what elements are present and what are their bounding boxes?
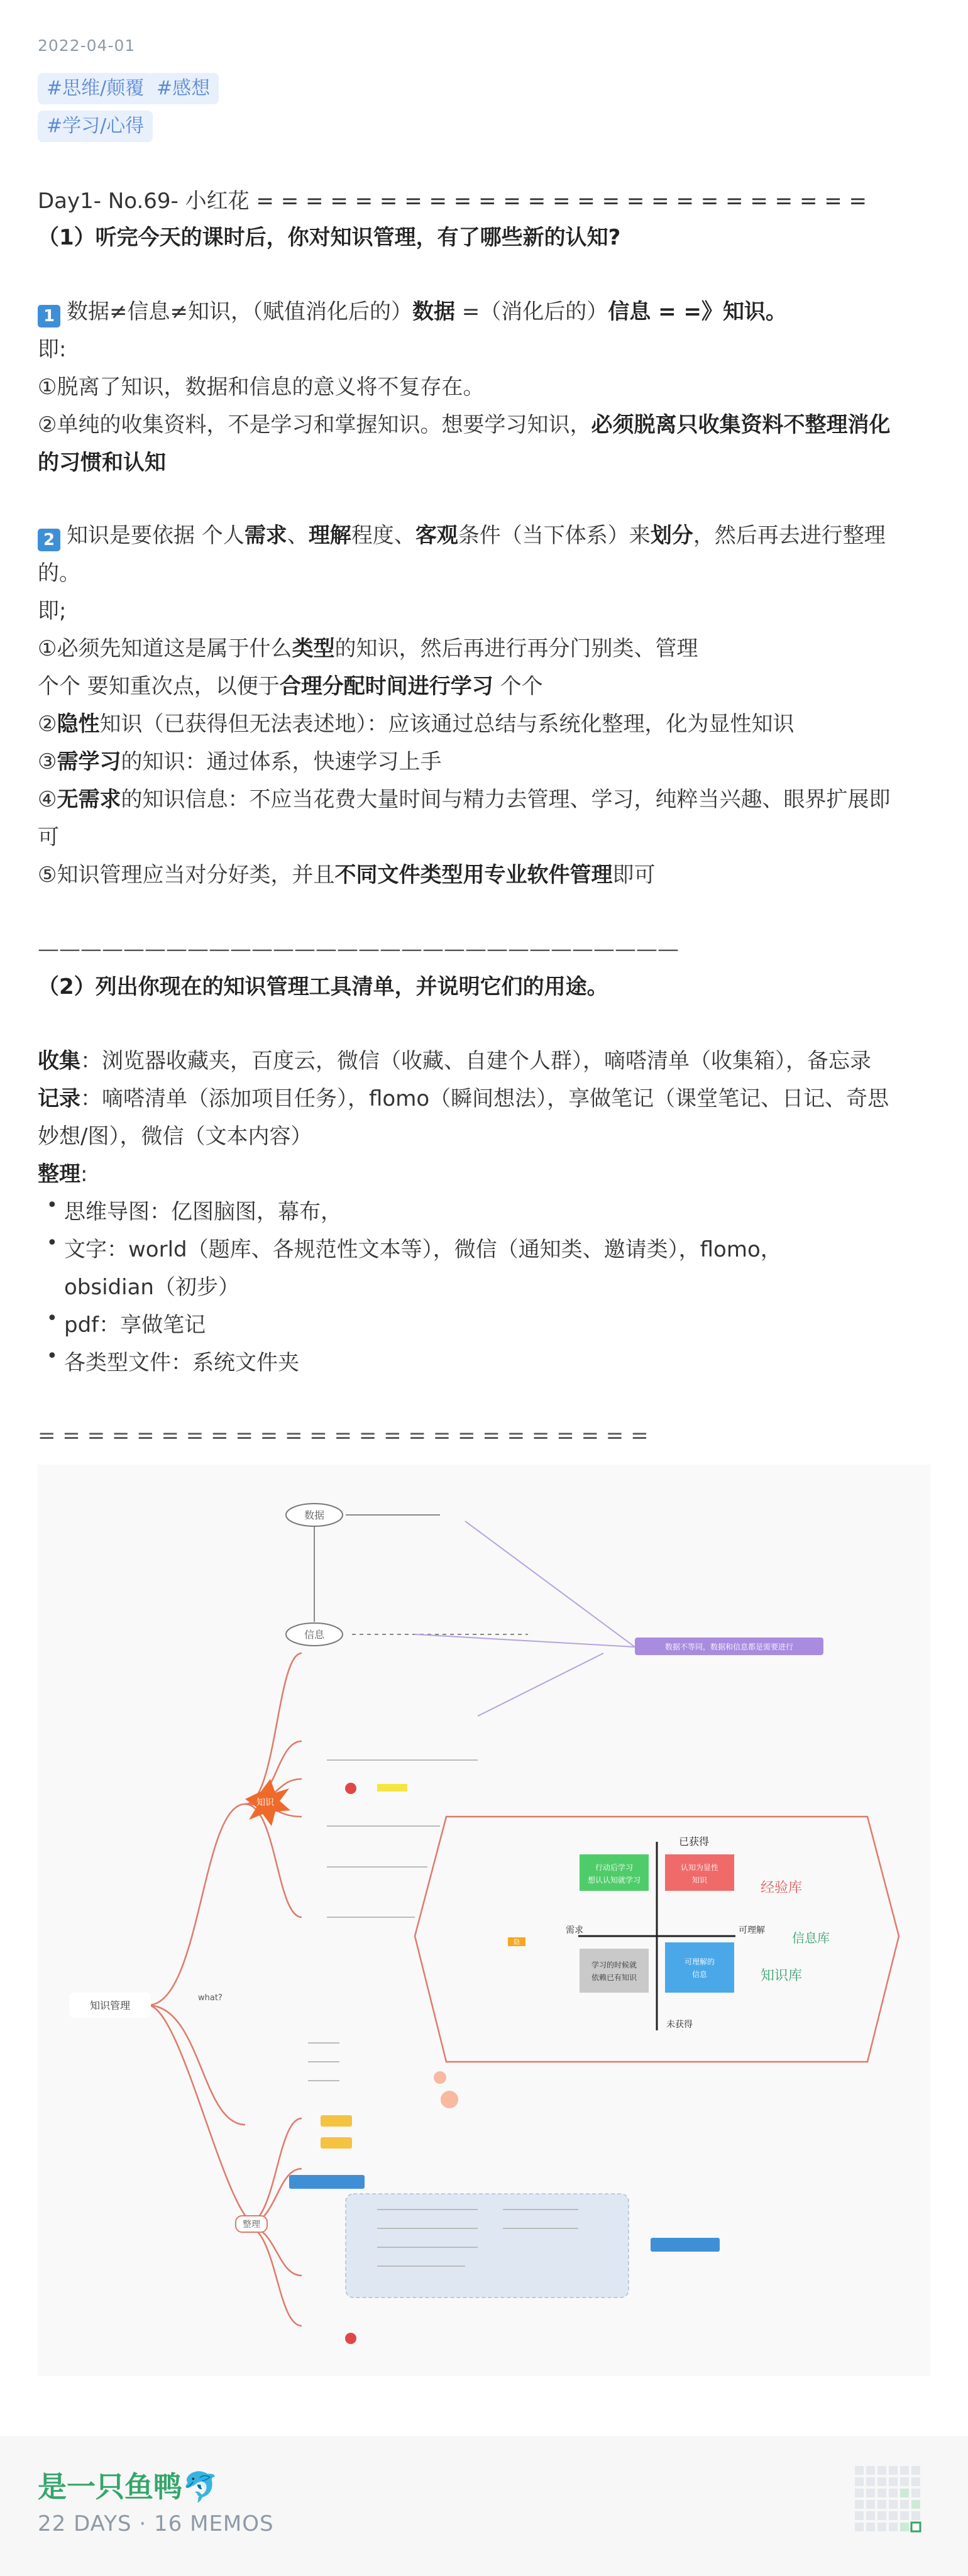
user-stats: 22 DAYS · 16 MEMOS [38,2511,274,2536]
rule-4 [38,781,930,818]
text: 知识（已获得但无法表述地）：应该通过总结与系统化整理，化为显性知识 [99,712,795,737]
ji-label-2: 即; [38,598,67,624]
point-1: ①脱离了知识，数据和信息的意义将不复存在。 [38,375,485,400]
text-bold: 必须脱离只收集资料不整理消化 [591,412,891,438]
rule-2 [38,705,930,743]
yellow-label-1 [321,2115,352,2127]
red-dot [345,1783,356,1794]
text: ，然后再去进行整理 [693,523,886,548]
text: 数据≠信息≠知识，（赋值消化后的） [67,299,412,324]
text-bold: 整理 [38,1162,80,1187]
bullet-dot: • [47,1307,58,1329]
text: 个个 要知重次点，以便于 [38,674,280,699]
memo-date: 2022-04-01 [38,36,136,55]
text: ③ [38,749,57,774]
text: ②单纯的收集资料，不是学习和掌握知识。想要学习知识， [38,412,591,438]
day-line: Day1- No.69- 小红花 = = = = = = = = = = = = = = = = = = = = = = = = = [38,189,867,214]
list-item-text: 文字：world（题库、各规范性文本等），微信（通知类、邀请类），flomo， [64,1237,782,1262]
rule-1 [38,630,930,668]
red-dot [345,2333,356,2344]
text: 程度、 [351,523,415,548]
section-2 [38,517,930,554]
text: ⑤知识管理应当对分好类，并且 [38,862,335,888]
text-bold: 客观 [415,523,458,548]
node-what-label: what? [198,1993,223,2003]
text-bold: 信息 [608,299,651,324]
section-2-cont: 的。 [38,561,80,586]
text: ①必须先知道这是属于什么 [38,636,292,661]
footer [0,2436,968,2576]
text-bold: 需学习 [57,749,121,774]
text-bold: 收集 [38,1049,80,1074]
list-item-mindmap: 思维导图：亿图脑图，幕布， [64,1199,342,1225]
blue-label-2 [651,2238,720,2252]
text-bold: 理解 [308,523,351,548]
bullet-dot: • [47,1345,58,1367]
rule-3 [38,743,930,781]
yellow-highlight [377,1784,407,1792]
rule-1-cont [38,668,930,705]
tools-collect [38,1042,930,1080]
text: =（消化后的） [454,299,608,324]
tools-record [38,1080,930,1118]
text-bold: 记录 [38,1086,80,1111]
peach-dot [441,2091,458,2108]
quadrant-axis-label: 未获得 [666,2020,693,2030]
text-bold: 需求 [244,523,287,548]
point-2 [38,406,930,444]
quadrant-text: 知识 [691,1876,708,1885]
user-name[interactable]: 是一只鱼鸭🐬 [38,2470,219,2504]
text: ：浏览器收藏夹，百度云，微信（收藏、自建个人群），嘀嗒清单（收集箱），备忘录 [80,1049,871,1074]
quadrant-blue [665,1942,734,1993]
quadrant-text: 想认认知就学习 [587,1876,641,1885]
quadrant-side-label: 知识库 [761,1968,803,1984]
yellow-label-2 [321,2137,352,2149]
list-item-files: 各类型文件：系统文件夹 [64,1350,299,1375]
quadrant-axis-label: 可理解 [739,1925,765,1935]
ji-label-1: 即: [38,337,67,362]
text-bold: 数据 [412,299,455,324]
text: 的知识：通过体系，快速学习上手 [121,749,442,774]
quadrant-gray [580,1949,649,1993]
list-item-text-cont: obsidian（初步） [64,1275,239,1300]
rule-5 [38,856,930,894]
quadrant-axis-label: 需求 [566,1925,583,1935]
section-1 [38,293,930,331]
number-one-icon: 1 [38,305,60,328]
quadrant-green [580,1854,649,1891]
tag-feeling[interactable]: #感想 [148,73,219,104]
text: 的知识信息：不应当花费大量时间与精力去管理、学习，纯粹当兴趣、眼界扩展即 [121,787,891,812]
quadrant-text: 学习的时候就 [591,1961,637,1969]
equals-line: = = = = = = = = = = = = = = = = = = = = = = = = = [38,1423,649,1448]
text: 条件（当下体系）来 [458,523,651,548]
text-bold: 不同文件类型用专业软件管理 [334,862,613,888]
question-1: （1）听完今天的课时后，你对知识管理，有了哪些新的认知? [38,225,621,250]
quadrant-text: 认知为显性 [680,1863,719,1872]
node-root-label: 知识管理 [89,2000,131,2012]
text: 即可 [612,862,656,888]
peach-dot [434,2071,446,2084]
text-bold: 隐性 [57,712,100,737]
blue-label-1 [289,2175,365,2189]
tools-organize [38,1155,930,1193]
quadrant-text: 行动后学习 [595,1863,634,1872]
node-info-label: 信息 [304,1629,325,1641]
bullet-dot: • [47,1194,58,1216]
text: 知识是要依据 个人 [67,523,245,548]
tools-record-cont: 妙想/图），微信（文本内容） [38,1124,312,1149]
tag-learning[interactable]: #学习/心得 [38,111,153,142]
text: ：嘀嗒清单（添加项目任务），flomo（瞬间想法），享做笔记（课堂笔记、日记、奇思 [80,1086,889,1111]
quadrant-text: 信息 [691,1970,708,1979]
orange-tag-text: 隐 [514,1939,520,1946]
node-organize-label: 整理 [243,2220,260,2230]
quadrant-axis-label: 已获得 [679,1836,710,1847]
question-2: （2）列出你现在的知识管理工具清单，并说明它们的用途。 [38,974,608,999]
text-bold: 无需求 [57,787,121,812]
node-data-label: 数据 [304,1509,325,1521]
text: : [80,1162,88,1187]
node-knowledge-label: 知识 [256,1798,274,1808]
quadrant-side-label: 信息库 [792,1930,830,1946]
text: ② [38,712,57,737]
bullet-dot: • [47,1232,58,1254]
activity-heatmap [855,2466,930,2541]
text: 的知识，然后再进行再分门别类、管理 [334,636,698,661]
text: 个个 [493,674,543,699]
tag-thinking[interactable]: #思维/颠覆 [38,73,153,104]
text-bold: 合理分配时间进行学习 [279,674,493,699]
text-bold: 知识。 [722,299,787,324]
purple-callout-text: 数据不等同，数据和信息都是需要进行 [664,1643,794,1651]
point-2-cont: 的习惯和认知 [38,450,166,475]
quadrant-text: 依赖已有知识 [591,1973,637,1982]
text: ④ [38,787,57,812]
mindmap-svg [38,1465,930,2376]
text-bold: 划分 [650,523,693,548]
quadrant-text: 可理解的 [684,1957,715,1966]
mindmap-image[interactable] [38,1465,930,2376]
quadrant-side-label: 经验库 [761,1880,803,1896]
text-bold: = =》 [651,299,723,324]
rule-4-cont: 可 [38,825,59,850]
list-item-pdf: pdf：享做笔记 [64,1313,206,1338]
quadrant-red [665,1854,734,1891]
number-two-icon: 2 [38,529,60,551]
text-bold: 类型 [292,636,335,661]
separator-line: —————————————————————————————— [38,937,679,962]
text: 、 [287,523,309,548]
